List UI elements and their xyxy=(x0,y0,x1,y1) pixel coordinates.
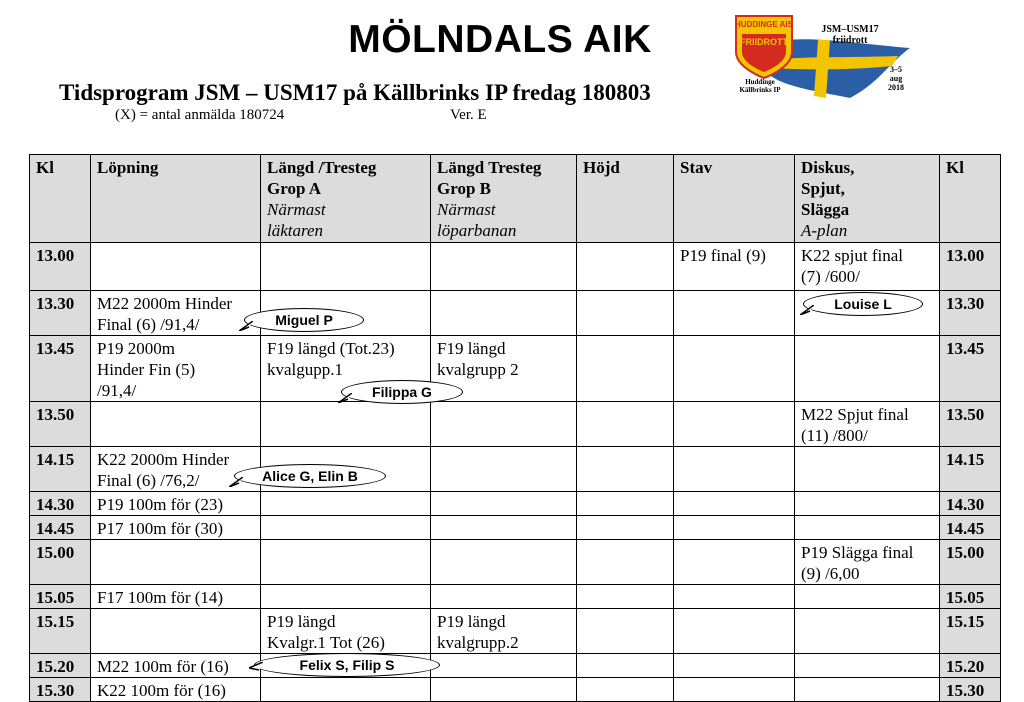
stav-cell xyxy=(674,585,795,609)
time-cell: 14.15 xyxy=(30,447,91,492)
stav-cell xyxy=(674,516,795,540)
lop-cell xyxy=(91,585,261,609)
langd-b-cell xyxy=(431,609,577,654)
cell-line: (11) /800/ xyxy=(801,426,868,445)
logo-event-line1: JSM–USM17 xyxy=(821,24,879,35)
logo-venue-line1: Huddinge xyxy=(745,78,775,86)
time-cell: 13.30 xyxy=(30,291,91,336)
time-cell: 13.00 xyxy=(30,243,91,291)
col-header-kl: Kl xyxy=(30,155,91,243)
cell-line: F17 100m för (14) xyxy=(97,588,224,607)
time-cell-right: 14.15 xyxy=(940,447,1001,492)
table-row xyxy=(30,585,1001,609)
kast-cell xyxy=(795,402,940,447)
name-bubble-miguel: Miguel P xyxy=(244,308,364,332)
hojd-cell xyxy=(577,243,674,291)
col-header-kl-right: Kl xyxy=(940,155,1001,243)
stav-cell xyxy=(674,447,795,492)
logo-dates-line1: 3–5 xyxy=(890,65,902,74)
kast-cell xyxy=(795,516,940,540)
kast-cell xyxy=(795,243,940,291)
cell-line: kvalgrupp.2 xyxy=(437,633,519,652)
langd-b-cell xyxy=(431,654,577,678)
cell-line: P19 längd xyxy=(437,612,506,631)
entries-note: (X) = antal anmälda 180724 xyxy=(115,107,285,123)
cell-line: M22 Spjut final xyxy=(801,405,909,424)
name-bubble-louise: Louise L xyxy=(803,292,923,316)
cell-line: F19 längd xyxy=(437,339,506,358)
langd-b-cell xyxy=(431,678,577,702)
lop-cell xyxy=(91,609,261,654)
hojd-cell xyxy=(577,654,674,678)
time-cell-right: 13.00 xyxy=(940,243,1001,291)
stav-cell xyxy=(674,492,795,516)
hojd-cell xyxy=(577,516,674,540)
cell-line: M22 100m för (16) xyxy=(97,657,229,676)
col-header-langd-b: Längd Tresteg Grop B Närmast löparbanan xyxy=(431,155,577,243)
cell-line: kvalgrupp 2 xyxy=(437,360,519,379)
stav-cell xyxy=(674,336,795,402)
kast-cell xyxy=(795,678,940,702)
name-bubble-felix-filip: Felix S, Filip S xyxy=(254,653,440,677)
kast-cell xyxy=(795,492,940,516)
lop-cell xyxy=(91,540,261,585)
table-row xyxy=(30,540,1001,585)
table-row xyxy=(30,336,1001,402)
lop-cell xyxy=(91,678,261,702)
kast-cell xyxy=(795,585,940,609)
cell-line: K22 spjut final xyxy=(801,246,903,265)
hojd-cell xyxy=(577,609,674,654)
time-cell: 15.00 xyxy=(30,540,91,585)
table-row xyxy=(30,492,1001,516)
cell-line: Final (6) /76,2/ xyxy=(97,471,200,490)
table-row xyxy=(30,516,1001,540)
hojd-cell xyxy=(577,291,674,336)
cell-line: (9) /6,00 xyxy=(801,564,860,583)
kast-cell xyxy=(795,540,940,585)
kast-cell xyxy=(795,609,940,654)
lop-cell xyxy=(91,291,261,336)
time-cell-right: 13.30 xyxy=(940,291,1001,336)
time-cell-right: 15.00 xyxy=(940,540,1001,585)
time-cell-right: 15.05 xyxy=(940,585,1001,609)
hojd-cell xyxy=(577,447,674,492)
table-row xyxy=(30,678,1001,702)
table-row xyxy=(30,243,1001,291)
hojd-cell xyxy=(577,336,674,402)
lop-cell xyxy=(91,492,261,516)
cell-line: P19 final (9) xyxy=(680,246,766,265)
hojd-cell xyxy=(577,402,674,447)
time-cell: 15.30 xyxy=(30,678,91,702)
stav-cell xyxy=(674,609,795,654)
stav-cell xyxy=(674,540,795,585)
hojd-cell xyxy=(577,585,674,609)
name-bubble-filippa: Filippa G xyxy=(341,380,463,404)
cell-line: Final (6) /91,4/ xyxy=(97,315,200,334)
cell-line: K22 100m för (16) xyxy=(97,681,226,700)
time-cell-right: 15.15 xyxy=(940,609,1001,654)
langd-b-cell xyxy=(431,516,577,540)
hojd-cell xyxy=(577,492,674,516)
time-cell: 14.30 xyxy=(30,492,91,516)
cell-line: F19 längd (Tot.23) xyxy=(267,339,395,358)
time-cell: 13.50 xyxy=(30,402,91,447)
hojd-cell xyxy=(577,540,674,585)
time-cell-right: 15.30 xyxy=(940,678,1001,702)
cell-line: P19 längd xyxy=(267,612,336,631)
langd-b-cell xyxy=(431,243,577,291)
time-cell: 14.45 xyxy=(30,516,91,540)
table-row xyxy=(30,609,1001,654)
langd-a-cell xyxy=(261,492,431,516)
page-title: MÖLNDALS AIK xyxy=(348,18,652,61)
time-cell-right: 14.30 xyxy=(940,492,1001,516)
kast-cell xyxy=(795,447,940,492)
langd-b-cell xyxy=(431,492,577,516)
kast-cell xyxy=(795,336,940,402)
header-row xyxy=(30,155,1001,243)
cell-line: (7) /600/ xyxy=(801,267,861,286)
lop-cell xyxy=(91,336,261,402)
langd-a-cell xyxy=(261,540,431,585)
col-header-langd-a: Längd /Tresteg Grop A Närmast läktaren xyxy=(261,155,431,243)
logo-venue-line2: Källbrinks IP xyxy=(739,86,781,94)
col-header-kast: Diskus, Spjut, Slägga A-plan xyxy=(795,155,940,243)
time-cell-right: 14.45 xyxy=(940,516,1001,540)
lop-cell xyxy=(91,654,261,678)
time-cell: 15.15 xyxy=(30,609,91,654)
cell-line: /91,4/ xyxy=(97,381,137,400)
table-row xyxy=(30,654,1001,678)
langd-a-cell xyxy=(261,516,431,540)
stav-cell xyxy=(674,402,795,447)
langd-b-cell xyxy=(431,585,577,609)
lop-cell xyxy=(91,402,261,447)
langd-a-cell xyxy=(261,678,431,702)
cell-line: P19 2000m xyxy=(97,339,175,358)
cell-line: Kvalgr.1 Tot (26) xyxy=(267,633,385,652)
event-logo xyxy=(730,12,920,102)
langd-b-cell xyxy=(431,402,577,447)
hojd-cell xyxy=(577,678,674,702)
time-cell-right: 15.20 xyxy=(940,654,1001,678)
logo-dates-line3: 2018 xyxy=(888,83,904,92)
langd-b-cell xyxy=(431,291,577,336)
logo-shield-line2: FRIIDROTT xyxy=(740,37,788,47)
cell-line: M22 2000m Hinder xyxy=(97,294,233,313)
version-label: Ver. E xyxy=(450,107,487,123)
table-row xyxy=(30,447,1001,492)
logo-dates-line2: aug xyxy=(889,74,903,83)
kast-cell xyxy=(795,654,940,678)
cell-line: P19 Slägga final xyxy=(801,543,914,562)
stav-cell xyxy=(674,291,795,336)
langd-a-cell xyxy=(261,609,431,654)
table-row xyxy=(30,402,1001,447)
langd-a-cell xyxy=(261,402,431,447)
cell-line: kvalgupp.1 xyxy=(267,360,344,379)
stav-cell xyxy=(674,678,795,702)
time-cell: 13.45 xyxy=(30,336,91,402)
time-cell: 15.20 xyxy=(30,654,91,678)
schedule-table xyxy=(29,154,1001,702)
col-header-lopning: Löpning xyxy=(91,155,261,243)
langd-b-cell xyxy=(431,447,577,492)
stav-cell xyxy=(674,654,795,678)
cell-line: K22 2000m Hinder xyxy=(97,450,230,469)
logo-event-line2: friidrott xyxy=(832,35,868,46)
lop-cell xyxy=(91,516,261,540)
langd-b-cell xyxy=(431,540,577,585)
time-cell-right: 13.50 xyxy=(940,402,1001,447)
cell-line: P19 100m för (23) xyxy=(97,495,224,514)
logo-shield-line1: HUDDINGE AIS xyxy=(735,20,793,29)
langd-a-cell xyxy=(261,243,431,291)
col-header-hojd: Höjd xyxy=(577,155,674,243)
col-header-stav: Stav xyxy=(674,155,795,243)
cell-line: P17 100m för (30) xyxy=(97,519,224,538)
name-bubble-alice-elin: Alice G, Elin B xyxy=(234,464,386,488)
stav-cell xyxy=(674,243,795,291)
langd-a-cell xyxy=(261,585,431,609)
time-cell: 15.05 xyxy=(30,585,91,609)
cell-line: Hinder Fin (5) xyxy=(97,360,196,379)
lop-cell xyxy=(91,243,261,291)
schedule-subtitle: Tidsprogram JSM – USM17 på Källbrinks IP fredag 180803 xyxy=(59,80,651,105)
time-cell-right: 13.45 xyxy=(940,336,1001,402)
